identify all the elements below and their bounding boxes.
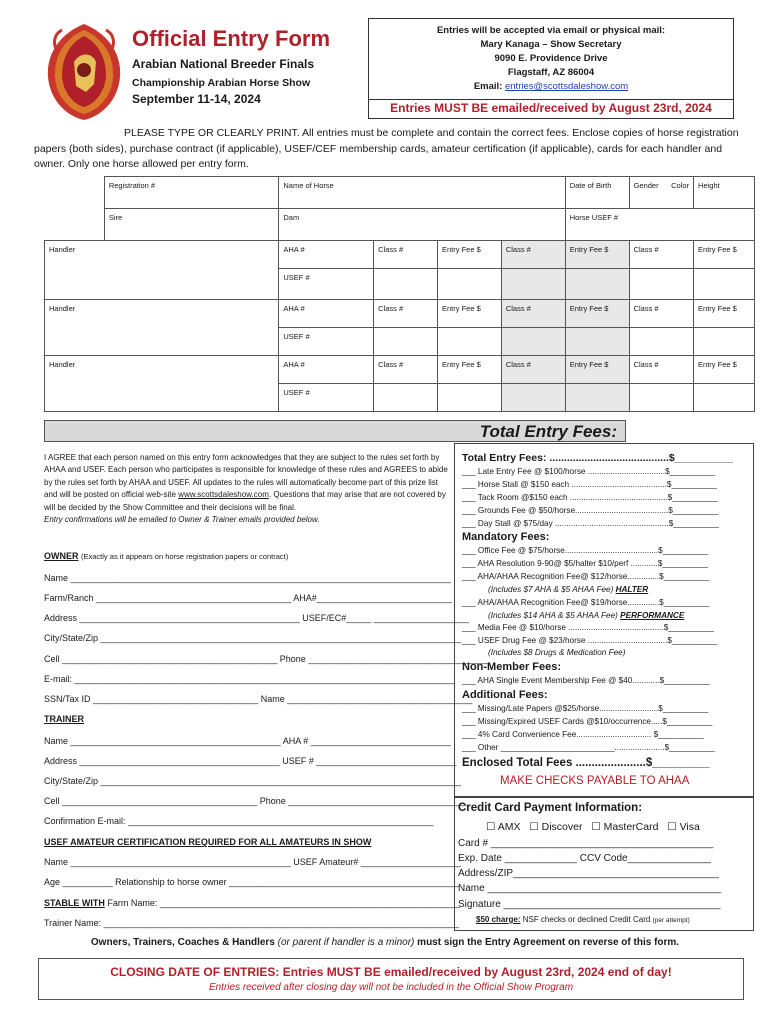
usef-label: USEF # <box>282 756 314 766</box>
address-label: Address <box>44 613 78 623</box>
name-label: Name <box>44 736 69 746</box>
class-cell[interactable]: Class # <box>374 300 438 328</box>
show-dates: September 11-14, 2024 <box>132 92 261 106</box>
agreement-body: I AGREE that each person named on this entry form acknowledges that they are subject to the rules set forth by AHAA and USEF. Each person who participates is responsible for knowledge of these rules and AGREES to abide by the rules set forth by AHAA and USEF. All updates to the rules will automatically become part of this prize list and will be posted on official web-site <box>44 453 448 500</box>
discover-checkbox[interactable]: ☐ <box>529 821 539 833</box>
payable-note: MAKE CHECKS PAYABLE TO AHAA <box>500 775 690 787</box>
enclosed-total[interactable]: Enclosed Total Fees ......................$_________ <box>462 757 710 769</box>
owner-note: (Exactly as it appears on horse registration papers or contract) <box>81 552 289 561</box>
owner-ssn-field[interactable]: SSN/Tax ID _________________________________ Name _____________________________________ <box>44 694 473 704</box>
missing-papers-line[interactable]: ___ Missing/Late Papers @$25/horse..........................$__________ <box>462 704 709 713</box>
empty-cell[interactable] <box>374 269 438 300</box>
dob-label: Date of Birth <box>569 181 612 190</box>
address-label: Address <box>44 756 78 766</box>
aha-resolution-line[interactable]: ___ AHA Resolution 9-90@ $5/halter $10/perf ............$__________ <box>462 559 708 568</box>
deadline-banner: Entries MUST BE emailed/received by August 23rd, 2024 <box>368 98 734 119</box>
stable-label: STABLE WITH <box>44 898 105 908</box>
card-fee-line[interactable]: ___ 4% Card Convenience Fee................................. $__________ <box>462 730 704 739</box>
signature-field[interactable]: Signature _______________________________________ <box>458 899 721 910</box>
usef-cell[interactable]: USEF # <box>279 269 374 300</box>
trainer-address-field[interactable]: Address ________________________________________ USEF # ____________________________ <box>44 756 457 766</box>
blank-cell <box>45 177 105 209</box>
name-label: Name <box>44 573 69 583</box>
fee-cell[interactable]: Entry Fee $ <box>694 356 755 384</box>
agreement-body-2: . Questions that may arise that are not covered by will be decided by the Show Committee and their decisions will be final. <box>44 490 446 512</box>
total-entry-fees-bar: Total Entry Fees: <box>44 420 626 442</box>
handler-1-cell[interactable]: Handler <box>45 241 279 300</box>
stable-farm-field[interactable]: STABLE WITH Farm Name: ____________________________________________________________ <box>44 898 461 908</box>
city-label: City/State/Zip <box>44 776 99 786</box>
fee-cell[interactable]: Entry Fee $ <box>437 300 501 328</box>
halter-label: HALTER <box>615 585 649 594</box>
closing-date-box <box>38 958 744 1000</box>
mailing-info-box <box>368 18 734 100</box>
cell-label: Cell <box>44 654 60 664</box>
horse-name-cell[interactable]: Name of Horse <box>279 177 565 209</box>
trainer-heading: TRAINER <box>44 714 84 724</box>
handler-3-cell[interactable]: Handler <box>45 356 279 412</box>
empty-cell[interactable] <box>565 269 629 300</box>
trainer-city-field[interactable]: City/State/Zip ________________________________________________________________________ <box>44 776 461 786</box>
usef-label: USEF/EC# <box>302 613 347 623</box>
owner-label: OWNER <box>44 551 79 561</box>
instructions: PLEASE TYPE OR CLEARLY PRINT. All entries must be complete and contain the correct fees. Enclose copies of horse registration papers (both sides), purchase contract (if applicable), USEF/CEF membership cards, amateur certification (if applicable), cards for each handler and owner. Only one horse allowed per entry form. <box>34 127 739 170</box>
class-cell[interactable]: Class # <box>374 356 438 384</box>
class-cell[interactable]: Class # <box>629 300 693 328</box>
empty-cell[interactable] <box>629 384 693 412</box>
relationship-label: Relationship to horse owner <box>115 877 227 887</box>
performance-note <box>488 611 684 620</box>
charge-note <box>476 915 690 924</box>
name-label: Name <box>44 857 69 867</box>
empty-cell[interactable] <box>694 269 755 300</box>
amateur-age-field[interactable]: Age __________ Relationship to horse owner ______________________________________________ <box>44 877 460 887</box>
empty-cell[interactable] <box>629 269 693 300</box>
mail-line-1: Entries will be accepted via email or physical mail: <box>436 25 666 36</box>
mail-line-2: Mary Kanaga – Show Secretary <box>480 39 622 50</box>
class-cell[interactable]: Class # <box>501 241 565 269</box>
total-fees-heading: Total Entry Fees: .........................................$__________ <box>462 452 734 464</box>
owner-heading <box>44 551 454 561</box>
empty-cell[interactable] <box>437 328 501 356</box>
tack-room-line[interactable]: ___ Tack Room @$150 each ...........................................$__________ <box>462 493 718 502</box>
aha-cell[interactable]: AHA # <box>279 356 374 384</box>
empty-cell[interactable] <box>501 269 565 300</box>
cc-name-field[interactable]: Name __________________________________________ <box>458 883 722 894</box>
trainer-confirm-email-field[interactable]: Confirmation E-mail: _____________________________________________________________ <box>44 816 434 826</box>
visa-label: Visa <box>679 821 700 833</box>
closing-line-1: CLOSING DATE OF ENTRIES: Entries MUST BE emailed/received by August 23rd, 2024 end of day! <box>110 965 672 979</box>
other-fee-line[interactable]: ___ Other _________________________......................$__________ <box>462 743 715 752</box>
performance-label: PERFORMANCE <box>620 611 685 620</box>
mail-line-3: 9090 E. Providence Drive <box>494 53 608 64</box>
office-fee-line[interactable]: ___ Office Fee @ $75/horse.........................................$__________ <box>462 546 709 555</box>
grounds-fee-line[interactable]: ___ Grounds Fee @ $50/horse.........................................$__________ <box>462 506 719 515</box>
aha-cell[interactable]: AHA # <box>279 241 374 269</box>
empty-cell[interactable] <box>694 328 755 356</box>
owners-note-b: (or parent if handler is a minor) <box>277 937 415 948</box>
horse-entry-table <box>44 176 755 412</box>
blank-cell <box>45 209 105 241</box>
name-label: Name <box>260 694 285 704</box>
fee-cell[interactable]: Entry Fee $ <box>565 300 629 328</box>
agreement-note: Entry confirmations will be emailed to Owner & Trainer emails provided below. <box>44 515 320 525</box>
amateur-name-field[interactable]: Name ____________________________________________ USEF Amateur# ____________________ <box>44 857 461 867</box>
dam-cell[interactable]: Dam <box>279 209 565 241</box>
single-event-line[interactable]: ___ AHA Single Event Membership Fee @ $40............$__________ <box>462 676 710 685</box>
halter-note-text: (Includes $7 AHA & $5 AHAA Fee) <box>488 585 614 594</box>
owner-farm-field[interactable]: Farm/Ranch _______________________________________ AHA#___________________________ <box>44 593 452 603</box>
media-fee-line[interactable]: ___ Media Fee @ $10/horse ..........................................$__________ <box>462 623 714 632</box>
fee-cell[interactable]: Entry Fee $ <box>694 241 755 269</box>
city-label: City/State/Zip <box>44 633 99 643</box>
age-label: Age <box>44 877 61 887</box>
confirm-email-label: Confirmation E-mail: <box>44 816 126 826</box>
horse-stall-line[interactable]: ___ Horse Stall @ $150 each ..........................................$__________ <box>462 480 717 489</box>
fee-cell[interactable]: Entry Fee $ <box>437 241 501 269</box>
email-label: E-mail: <box>44 674 73 684</box>
fee-cell[interactable]: Entry Fee $ <box>565 356 629 384</box>
mail-line-4: Flagstaff, AZ 86004 <box>507 67 595 78</box>
owners-note-c: must sign the Entry Agreement on reverse of this form. <box>417 937 680 948</box>
recognition-halter-line[interactable]: ___ AHA/AHAA Recognition Fee@ $12/horse..............$__________ <box>462 572 710 581</box>
owner-city-field[interactable]: City/State/Zip ________________________________________________________________________ <box>44 633 461 643</box>
empty-cell[interactable] <box>565 328 629 356</box>
fee-cell[interactable]: Entry Fee $ <box>694 300 755 328</box>
cell-label: Cell <box>44 796 60 806</box>
height-cell[interactable]: Height <box>694 177 755 209</box>
class-cell[interactable]: Class # <box>629 356 693 384</box>
email-label: Email: <box>473 81 503 92</box>
card-type-row <box>486 821 700 833</box>
exp-ccv-field[interactable]: Exp. Date _____________ CCV Code_______________ <box>458 853 711 864</box>
amateur-heading: USEF AMATEUR CERTIFICATION REQUIRED FOR ALL AMATEURS IN SHOW <box>44 837 372 847</box>
trainer-cell-field[interactable]: Cell _______________________________________ Phone ____________________________________ <box>44 796 469 806</box>
drug-note: (Includes $8 Drugs & Medication Fee) <box>488 648 626 657</box>
gender-color-cell[interactable] <box>629 177 693 209</box>
visa-checkbox[interactable]: ☐ <box>667 821 677 833</box>
discover-label: Discover <box>541 821 583 833</box>
nonmember-heading: Non-Member Fees: <box>462 661 562 673</box>
halter-note <box>488 585 648 594</box>
empty-cell[interactable] <box>374 328 438 356</box>
class-cell[interactable]: Class # <box>501 300 565 328</box>
show-subtitle: Championship Arabian Horse Show <box>132 77 311 89</box>
empty-cell[interactable] <box>374 384 438 412</box>
usef-cell[interactable]: USEF # <box>279 384 374 412</box>
charge-text: NSF checks or declined Credit Card <box>522 915 651 924</box>
owner-name-field[interactable]: Name ____________________________________________________________________________ <box>44 573 451 583</box>
empty-cell[interactable] <box>437 269 501 300</box>
mastercard-checkbox[interactable]: ☐ <box>591 821 601 833</box>
usef-amateur-label: USEF Amateur# <box>293 857 359 867</box>
performance-note-text: (Includes $14 AHA & $5 AHAA Fee) <box>488 611 618 620</box>
late-fee-line[interactable]: ___ Late Entry Fee @ $100/horse ..................................$__________ <box>462 467 716 476</box>
farm-name-label: Farm Name: <box>107 898 158 908</box>
empty-cell[interactable] <box>501 384 565 412</box>
farm-label: Farm/Ranch <box>44 593 94 603</box>
horse-usef-cell[interactable]: Horse USEF # <box>565 209 754 241</box>
class-cell[interactable]: Class # <box>374 241 438 269</box>
owner-cell-field[interactable]: Cell ___________________________________________ Phone ____________________________________ <box>44 654 489 664</box>
amex-label: AMX <box>497 821 521 833</box>
agreement-text <box>44 452 448 526</box>
recognition-performance-line[interactable]: ___ AHA/AHAA Recognition Fee@ $19/horse..............$__________ <box>462 598 710 607</box>
mail-email-row <box>369 80 733 94</box>
per-attempt: (per attempt) <box>652 917 690 924</box>
address-zip-field[interactable]: Address/ZIP_____________________________________ <box>458 868 719 879</box>
class-cell[interactable]: Class # <box>629 241 693 269</box>
card-number-field[interactable]: Card # ________________________________________ <box>458 838 714 849</box>
empty-cell[interactable] <box>501 328 565 356</box>
website-link[interactable]: www.scottsdaleshow.com <box>178 490 269 500</box>
mandatory-heading: Mandatory Fees: <box>462 531 550 543</box>
cc-heading: Credit Card Payment Information: <box>458 802 643 814</box>
show-name: Arabian National Breeder Finals <box>132 57 315 71</box>
email-link[interactable]: entries@scottsdaleshow.com <box>504 81 629 92</box>
phone-label: Phone <box>279 654 306 664</box>
sire-cell[interactable]: Sire <box>104 209 279 241</box>
color-label: Color <box>671 181 690 190</box>
mastercard-label: MasterCard <box>603 821 659 833</box>
gender-label: Gender <box>633 181 659 190</box>
signature-requirement <box>0 937 770 948</box>
trainer-name-field[interactable]: Name __________________________________________ AHA # ____________________________ <box>44 736 451 746</box>
phone-label: Phone <box>259 796 286 806</box>
trainer-name-label: Trainer Name: <box>44 918 102 928</box>
drug-fee-line[interactable]: ___ USEF Drug Fee @ $23/horse ...................................$__________ <box>462 636 718 645</box>
empty-cell[interactable] <box>565 384 629 412</box>
handler-2-cell[interactable]: Handler <box>45 300 279 356</box>
empty-cell[interactable] <box>629 328 693 356</box>
additional-heading: Additional Fees: <box>462 689 548 701</box>
registration-cell[interactable]: Registration # <box>104 177 279 209</box>
aha-label: AHA# <box>293 593 317 603</box>
form-title: Official Entry Form <box>132 26 331 51</box>
stable-trainer-field[interactable]: Trainer Name: _______________________________________________________________________ <box>44 918 460 928</box>
owners-note-a: Owners, Trainers, Coaches & Handlers <box>90 937 275 948</box>
owner-address-field[interactable]: Address ____________________________________________ USEF/EC#_____ ___________________ <box>44 613 469 623</box>
ssn-label: SSN/Tax ID <box>44 694 91 704</box>
fee-cell[interactable]: Entry Fee $ <box>565 241 629 269</box>
show-logo <box>44 22 124 122</box>
aha-cell[interactable]: AHA # <box>279 300 374 328</box>
credit-card-box <box>454 797 754 931</box>
fee-cell[interactable]: Entry Fee $ <box>437 356 501 384</box>
closing-line-2: Entries received after closing day will not be included in the Official Show Program <box>208 982 574 993</box>
missing-usef-line[interactable]: ___ Missing/Expired USEF Cards @$10/occurrence.....$__________ <box>462 717 713 726</box>
aha-label: AHA # <box>282 736 309 746</box>
usef-cell[interactable]: USEF # <box>279 328 374 356</box>
empty-cell[interactable] <box>437 384 501 412</box>
dob-cell[interactable] <box>565 177 629 209</box>
empty-cell[interactable] <box>694 384 755 412</box>
amex-checkbox[interactable]: ☐ <box>486 821 496 833</box>
owner-email-field[interactable]: E-mail: ____________________________________________________________________________ <box>44 674 455 684</box>
class-cell[interactable]: Class # <box>501 356 565 384</box>
charge-label: $50 charge: <box>476 915 521 924</box>
day-stall-line[interactable]: ___ Day Stall @ $75/day ..................................................$__________ <box>462 519 719 528</box>
